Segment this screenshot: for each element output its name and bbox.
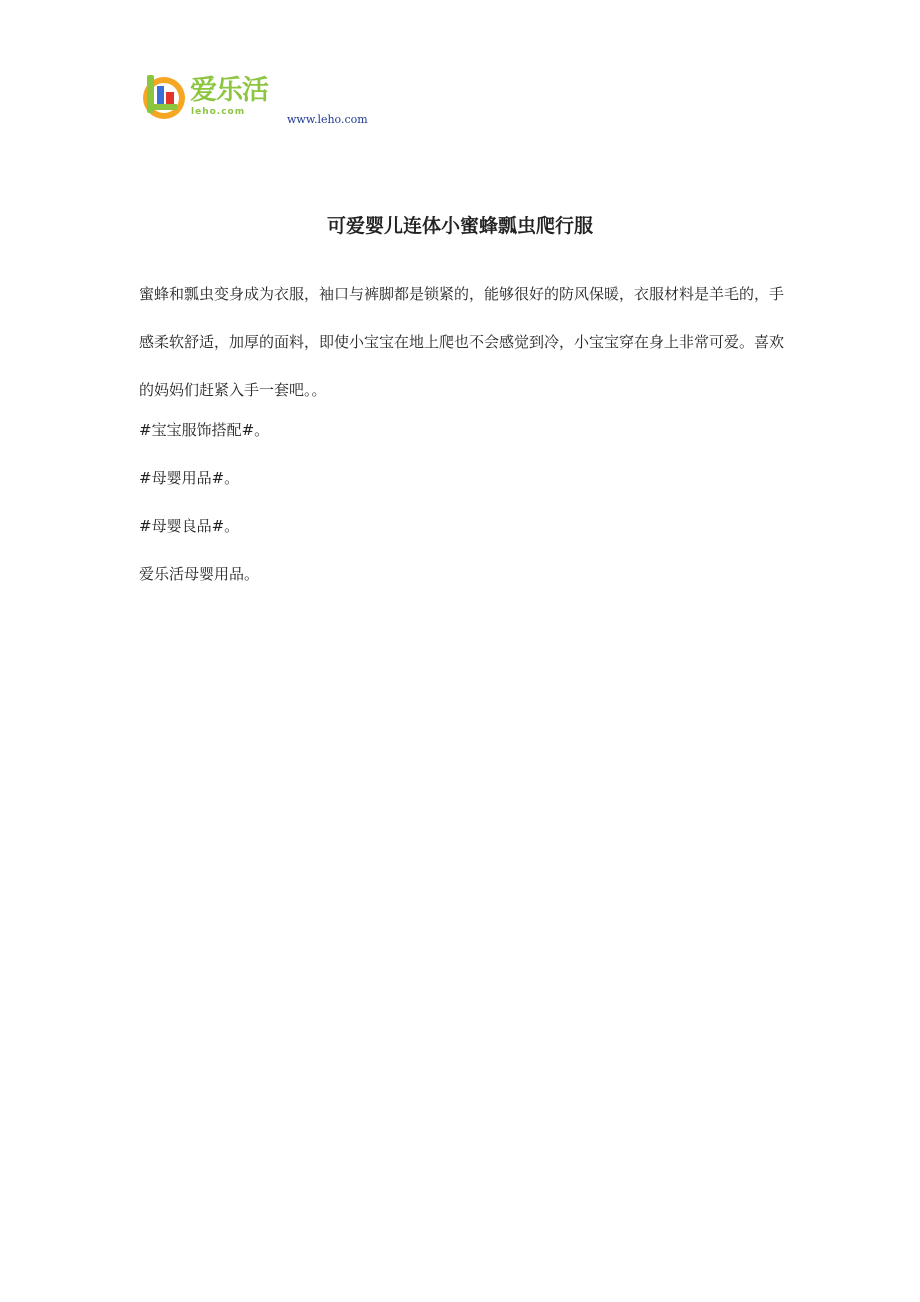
logo-wordmark-en: leho.com [191, 107, 246, 117]
tag-maternal-products: #母婴用品#。 [139, 469, 240, 487]
site-header [140, 70, 400, 130]
article-footer-line: 爱乐活母婴用品。 [139, 565, 260, 583]
tag-maternal-goods: #母婴良品#。 [139, 517, 240, 535]
logo-wordmark-cn: 爱乐活 [190, 75, 268, 106]
leho-logo-icon [140, 72, 190, 122]
article-title: 可爱婴儿连体小蜜蜂瓢虫爬行服 [326, 215, 593, 237]
tag-baby-clothing: #宝宝服饰搭配#。 [139, 421, 270, 439]
article-paragraph: 蜜蜂和瓢虫变身成为衣服，袖口与裤脚都是锁紧的，能够很好的防风保暖，衣服材料是羊毛的，手感柔软舒适，加厚的面料，即使小宝宝在地上爬也不会感觉到冷，小宝宝穿在身上非常可爱。喜欢的妈妈们赶紧入手一套吧。。 [139, 285, 785, 399]
site-url-link[interactable]: www.leho.com [287, 113, 368, 126]
